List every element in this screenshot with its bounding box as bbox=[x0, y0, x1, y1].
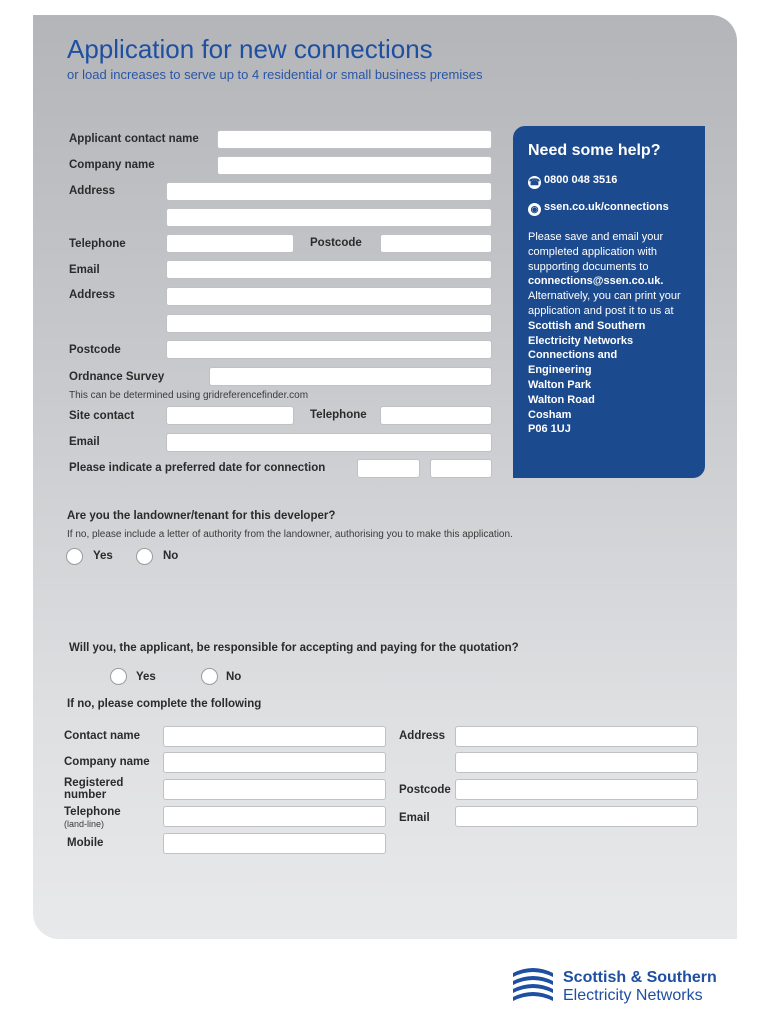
logo-line-1: Scottish & Southern bbox=[563, 969, 717, 986]
postcode-label: Postcode bbox=[310, 237, 362, 249]
payer-email-label: Email bbox=[399, 812, 430, 824]
site-address-label: Address bbox=[69, 289, 116, 301]
help-heading: Need some help? bbox=[528, 142, 661, 159]
postcode-field[interactable] bbox=[380, 234, 492, 253]
registered-number-field[interactable] bbox=[163, 779, 386, 800]
site-postcode-label: Postcode bbox=[69, 344, 121, 356]
web-icon: ◉ bbox=[528, 203, 541, 216]
help-web-text: ssen.co.uk/connections bbox=[544, 201, 669, 213]
help-phone[interactable] bbox=[528, 174, 617, 189]
payer-address-label: Address bbox=[399, 730, 446, 742]
registered-number-label-1: Registered bbox=[64, 777, 124, 789]
preferred-date-label: Please indicate a preferred date for connection bbox=[69, 462, 326, 474]
quotation-question: Will you, the applicant, be responsible for accepting and paying for the quotation? bbox=[69, 642, 519, 654]
address-label: Address bbox=[69, 185, 116, 197]
help-text-1: Please save and email your completed application with supporting documents to bbox=[528, 231, 664, 273]
site-contact-label: Site contact bbox=[69, 410, 135, 422]
site-contact-field[interactable] bbox=[166, 406, 294, 425]
site-telephone-field[interactable] bbox=[380, 406, 492, 425]
email-label: Email bbox=[69, 264, 100, 276]
payer-telephone-field[interactable] bbox=[163, 806, 386, 827]
site-address-field-2[interactable] bbox=[166, 314, 492, 333]
site-telephone-label: Telephone bbox=[310, 409, 367, 421]
landowner-yes-radio[interactable] bbox=[66, 548, 83, 565]
ordnance-survey-field[interactable] bbox=[209, 367, 492, 386]
help-address-1: Scottish and Southern bbox=[528, 319, 646, 332]
ssen-logo bbox=[511, 965, 717, 1012]
payer-company-name-field[interactable] bbox=[163, 752, 386, 773]
landowner-question: Are you the landowner/tenant for this developer? bbox=[67, 510, 336, 522]
payer-address-field-2[interactable] bbox=[455, 752, 698, 773]
help-address-8: P06 1UJ bbox=[528, 423, 571, 436]
help-phone-text: 0800 048 3516 bbox=[544, 174, 618, 186]
registered-number-label-2: number bbox=[64, 789, 107, 801]
quotation-no-label: No bbox=[226, 671, 242, 683]
payer-address-field-1[interactable] bbox=[455, 726, 698, 747]
landowner-no-label: No bbox=[163, 550, 179, 562]
address-field-1[interactable] bbox=[166, 182, 492, 201]
landowner-note: If no, please include a letter of authority from the landowner, authorising you to make this application. bbox=[67, 529, 513, 540]
help-email[interactable]: connections@ssen.co.uk. bbox=[528, 275, 664, 288]
address-field-2[interactable] bbox=[166, 208, 492, 227]
if-no-heading: If no, please complete the following bbox=[67, 698, 262, 710]
phone-icon: ☎ bbox=[528, 177, 541, 187]
preferred-date-field-1[interactable] bbox=[357, 459, 420, 478]
landline-note: (land-line) bbox=[64, 819, 105, 829]
payer-telephone-label: Telephone bbox=[64, 806, 121, 818]
quotation-no-radio[interactable] bbox=[201, 668, 218, 685]
telephone-field[interactable] bbox=[166, 234, 294, 253]
telephone-label: Telephone bbox=[69, 238, 126, 250]
ssen-logo-icon bbox=[511, 965, 555, 1007]
help-text-2: Alternatively, you can print your application and post it to us at bbox=[528, 290, 681, 317]
help-web[interactable] bbox=[528, 201, 669, 216]
payer-mobile-label: Mobile bbox=[67, 837, 104, 849]
payer-postcode-field[interactable] bbox=[455, 779, 698, 800]
payer-company-name-label: Company name bbox=[64, 756, 150, 768]
site-email-field[interactable] bbox=[166, 433, 492, 452]
page-title: Application for new connections bbox=[67, 34, 433, 64]
applicant-contact-name-label: Applicant contact name bbox=[69, 133, 199, 145]
payer-email-field[interactable] bbox=[455, 806, 698, 827]
logo-line-2: Electricity Networks bbox=[563, 987, 703, 1004]
help-address-4: Engineering bbox=[528, 364, 592, 377]
page-subtitle: or load increases to serve up to 4 residential or small business premises bbox=[67, 67, 483, 82]
landowner-yes-label: Yes bbox=[93, 550, 113, 562]
site-postcode-field[interactable] bbox=[166, 340, 492, 359]
payer-mobile-field[interactable] bbox=[163, 833, 386, 854]
company-name-field[interactable] bbox=[217, 156, 492, 175]
ordnance-survey-note: This can be determined using gridreferencefinder.com bbox=[69, 390, 309, 401]
payer-postcode-label: Postcode bbox=[399, 784, 451, 796]
company-name-label: Company name bbox=[69, 159, 155, 171]
help-body bbox=[528, 230, 700, 437]
help-address-7: Cosham bbox=[528, 408, 572, 421]
landowner-no-radio[interactable] bbox=[136, 548, 153, 565]
help-address-3: Connections and bbox=[528, 349, 618, 362]
help-box bbox=[513, 126, 705, 478]
email-field[interactable] bbox=[166, 260, 492, 279]
help-address-2: Electricity Networks bbox=[528, 334, 634, 347]
applicant-contact-name-field[interactable] bbox=[217, 130, 492, 149]
payer-contact-name-field[interactable] bbox=[163, 726, 386, 747]
site-address-field-1[interactable] bbox=[166, 287, 492, 306]
quotation-yes-label: Yes bbox=[136, 671, 156, 683]
ordnance-survey-label: Ordnance Survey bbox=[69, 371, 165, 383]
help-address-6: Walton Road bbox=[528, 393, 595, 406]
site-email-label: Email bbox=[69, 436, 100, 448]
preferred-date-field-2[interactable] bbox=[430, 459, 492, 478]
payer-contact-name-label: Contact name bbox=[64, 730, 141, 742]
help-address-5: Walton Park bbox=[528, 378, 592, 391]
quotation-yes-radio[interactable] bbox=[110, 668, 127, 685]
